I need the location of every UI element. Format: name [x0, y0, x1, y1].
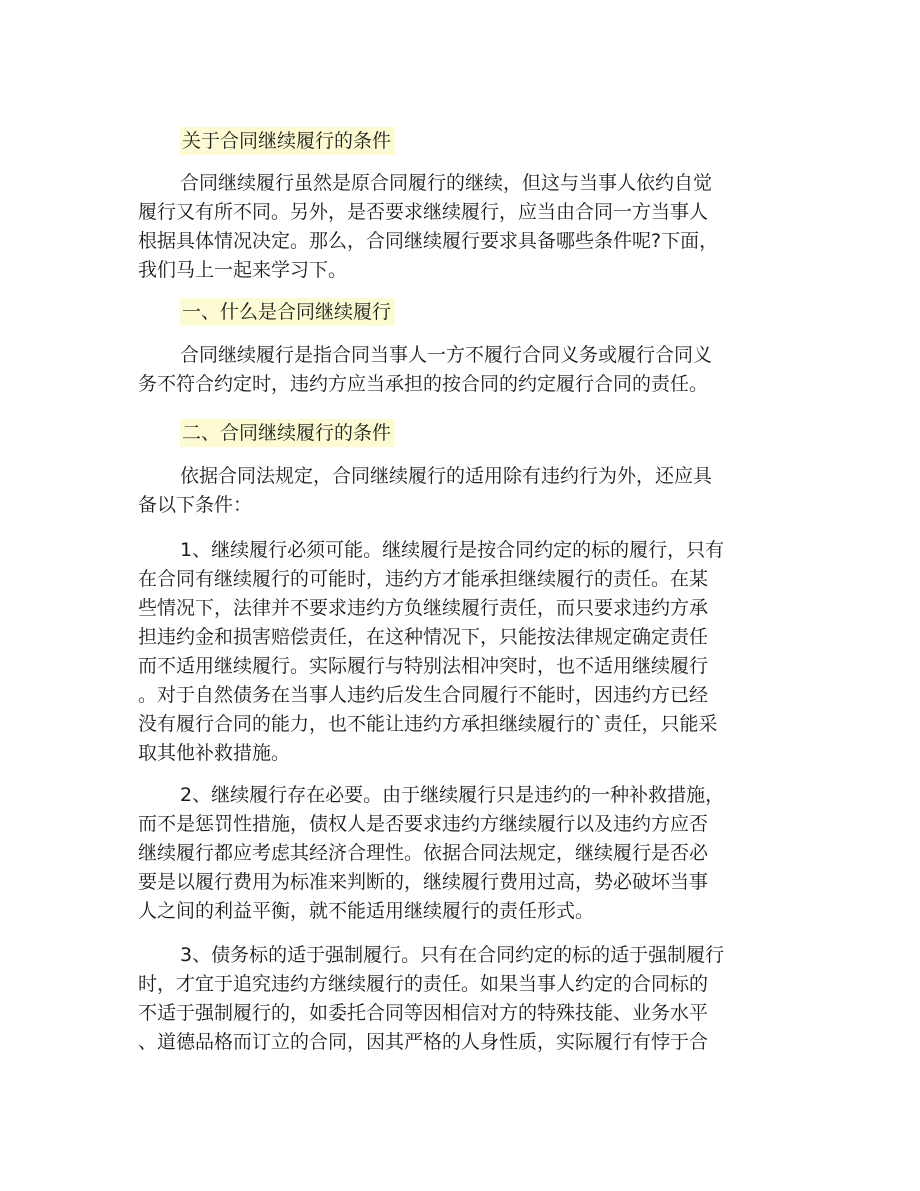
- paragraph-line: 2、继续履行存在必要。由于继续履行只是违约的一种补救措施，: [180, 784, 725, 806]
- condition-3-paragraph: [138, 941, 782, 1057]
- paragraph-line: 而不适用继续履行。实际履行与特别法相冲突时，也不适用继续履行: [138, 655, 709, 677]
- paragraph-line: 取其他补救措施。: [138, 742, 291, 764]
- document-title: 关于合同继续履行的条件: [180, 127, 395, 155]
- section2-intro-paragraph: [138, 462, 782, 520]
- paragraph-line: 3、债务标的适于强制履行。只有在合同约定的标的适于强制履行: [180, 944, 725, 966]
- paragraph-line: 根据具体情况决定。那么，合同继续履行要求具备哪些条件呢?下面，: [138, 230, 719, 252]
- paragraph-line: 合同继续履行是指合同当事人一方不履行合同义务或履行合同义: [180, 344, 713, 366]
- paragraph-line: 1、继续履行必须可能。继续履行是按合同约定的标的履行，只有: [180, 539, 725, 561]
- paragraph-line: 而不是惩罚性措施，债权人是否要求违约方继续履行以及违约方应否: [138, 813, 709, 835]
- section-heading-2: 二、合同继续履行的条件: [180, 419, 395, 447]
- condition-1-paragraph: [138, 536, 782, 768]
- paragraph-line: 时，才宜于追究违约方继续履行的责任。如果当事人约定的合同标的: [138, 973, 709, 995]
- paragraph-line: 合同继续履行虽然是原合同履行的继续，但这与当事人依约自觉: [180, 172, 713, 194]
- paragraph-line: 履行又有所不同。另外，是否要求继续履行，应当由合同一方当事人: [138, 201, 709, 223]
- paragraph-line: 继续履行都应考虑其经济合理性。依据合同法规定，继续履行是否必: [138, 842, 709, 864]
- paragraph-line: 些情况下，法律并不要求违约方负继续履行责任，而只要求违约方承: [138, 597, 709, 619]
- section1-paragraph: [138, 341, 782, 399]
- paragraph-line: 依据合同法规定，合同继续履行的适用除有违约行为外，还应具: [180, 465, 713, 487]
- paragraph-line: 在合同有继续履行的可能时，违约方才能承担继续履行的责任。在某: [138, 568, 709, 590]
- paragraph-line: 我们马上一起来学习下。: [138, 259, 348, 281]
- paragraph-line: 要是以履行费用为标准来判断的，继续履行费用过高，势必破坏当事: [138, 871, 709, 893]
- intro-paragraph: [138, 169, 782, 285]
- paragraph-line: 备以下条件：: [138, 494, 253, 516]
- paragraph-line: 担违约金和损害赔偿责任，在这种情况下，只能按法律规定确定责任: [138, 626, 709, 648]
- section-heading-1: 一、什么是合同继续履行: [180, 298, 395, 326]
- paragraph-line: 人之间的利益平衡，就不能适用继续履行的责任形式。: [138, 900, 595, 922]
- paragraph-line: 、道德品格而订立的合同，因其严格的人身性质，实际履行有悖于合: [138, 1031, 709, 1053]
- paragraph-line: 务不符合约定时，违约方应当承担的按合同的约定履行合同的责任。: [138, 373, 709, 395]
- paragraph-line: 不适于强制履行的，如委托合同等因相信对方的特殊技能、业务水平: [138, 1002, 709, 1024]
- paragraph-line: 。对于自然债务在当事人违约后发生合同履行不能时，因违约方已经: [138, 684, 709, 706]
- condition-2-paragraph: [138, 781, 782, 926]
- paragraph-line: 没有履行合同的能力，也不能让违约方承担继续履行的`责任，只能采: [138, 713, 718, 735]
